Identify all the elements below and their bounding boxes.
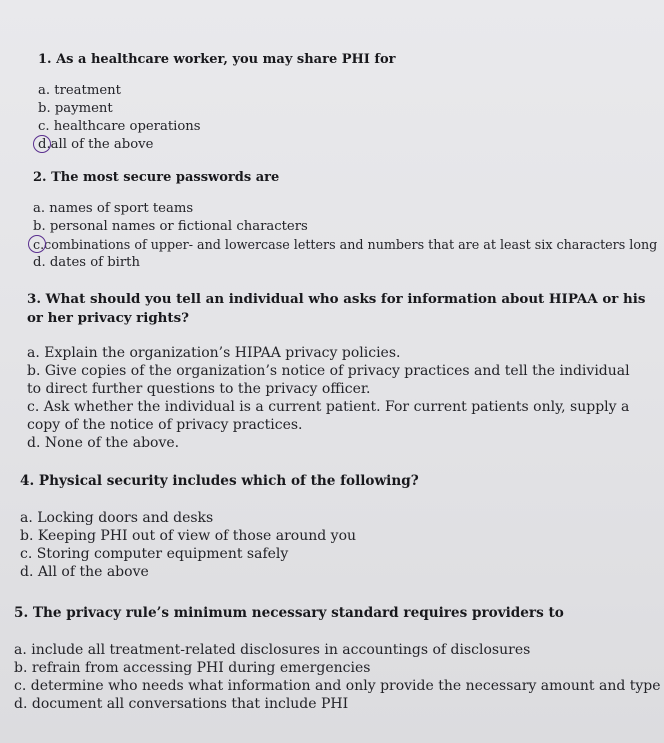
question-5-option-d	[14, 695, 654, 713]
circled-answer-mark: c.	[33, 237, 45, 252]
question-4-options	[20, 509, 640, 581]
option-letter: a.	[33, 201, 46, 216]
question-2-option-c	[33, 236, 658, 254]
option-text: names of sport teams	[49, 201, 194, 216]
option-text: personal names or fictional characters	[49, 219, 308, 234]
question-2-text: 2. The most secure passwords are	[33, 170, 280, 185]
question-4-option-b	[20, 527, 640, 545]
question-2-option-b	[33, 218, 633, 236]
circled-answer-mark: d.	[38, 137, 51, 152]
option-letter: c.	[20, 546, 33, 562]
question-3-option-b	[27, 362, 647, 398]
option-letter: d.	[27, 435, 41, 451]
question-4-option-a	[20, 509, 640, 527]
question-3-option-c	[27, 398, 647, 434]
question-3-text: 3. What should you tell an individual who asks for information about HIPAA or his or her privacy rights?	[27, 291, 646, 326]
option-text: payment	[54, 101, 113, 116]
question-3-option-d	[27, 434, 647, 452]
question-4	[20, 472, 640, 581]
question-1	[38, 50, 598, 154]
option-text: All of the above	[37, 564, 149, 580]
option-text: Explain the organization’s HIPAA privacy policies.	[44, 345, 401, 361]
option-text: Ask whether the individual is a current patient. For current patients only, supply a copy of the notice of privacy practices.	[27, 399, 630, 433]
question-5-option-b	[14, 659, 654, 677]
option-text: dates of birth	[49, 255, 140, 270]
option-letter: a.	[20, 510, 33, 526]
question-5-option-c	[14, 677, 661, 695]
question-1-option-a	[38, 82, 598, 100]
question-3	[27, 290, 647, 452]
option-text: document all conversations that include PHI	[31, 696, 349, 712]
question-1-option-c	[38, 118, 598, 136]
question-4-text: 4. Physical security includes which of the following?	[20, 473, 419, 489]
option-letter: a.	[38, 83, 51, 98]
question-5-options	[14, 641, 661, 713]
option-text: determine who needs what information and only provide the necessary amount and type	[30, 678, 661, 694]
option-text: treatment	[54, 83, 121, 98]
option-text: Locking doors and desks	[37, 510, 214, 526]
option-text: include all treatment-related disclosures in accountings of disclosures	[31, 642, 531, 658]
option-letter: d.	[14, 696, 28, 712]
option-text: refrain from accessing PHI during emergencies	[31, 660, 371, 676]
option-text: Give copies of the organization’s notice of privacy practices and tell the individual to direct further questions to the privacy officer.	[27, 363, 630, 397]
option-letter: c.	[27, 399, 40, 415]
option-letter: b.	[14, 660, 28, 676]
option-text: Keeping PHI out of view of those around you	[37, 528, 357, 544]
question-5-option-a	[14, 641, 654, 659]
option-text: healthcare operations	[53, 119, 201, 134]
question-3-option-a	[27, 344, 647, 362]
question-1-option-b	[38, 100, 598, 118]
question-5	[14, 604, 661, 713]
option-text: combinations of upper- and lowercase letters and numbers that are at least six characters long	[44, 237, 658, 252]
question-5-text: 5. The privacy rule’s minimum necessary standard requires providers to	[14, 605, 564, 621]
question-2-option-a	[33, 200, 633, 218]
option-text: Storing computer equipment safely	[36, 546, 289, 562]
question-1-option-d	[38, 136, 598, 154]
question-2	[33, 168, 658, 272]
option-letter: d.	[33, 255, 46, 270]
option-letter: a.	[27, 345, 40, 361]
question-2-option-d	[33, 254, 633, 272]
option-text: None of the above.	[44, 435, 180, 451]
question-1-options	[38, 82, 598, 154]
question-2-options	[33, 200, 658, 272]
question-4-option-d	[20, 563, 640, 581]
option-letter: c.	[14, 678, 27, 694]
option-letter: b.	[33, 219, 46, 234]
question-4-option-c	[20, 545, 640, 563]
option-letter: a.	[14, 642, 27, 658]
option-letter: c.	[38, 119, 50, 134]
option-text: all of the above	[50, 137, 154, 152]
question-1-text: 1. As a healthcare worker, you may share PHI for	[38, 52, 396, 67]
option-letter: d.	[20, 564, 34, 580]
option-letter: b.	[27, 363, 41, 379]
option-letter: b.	[20, 528, 34, 544]
option-letter: b.	[38, 101, 51, 116]
question-3-options	[27, 344, 647, 452]
